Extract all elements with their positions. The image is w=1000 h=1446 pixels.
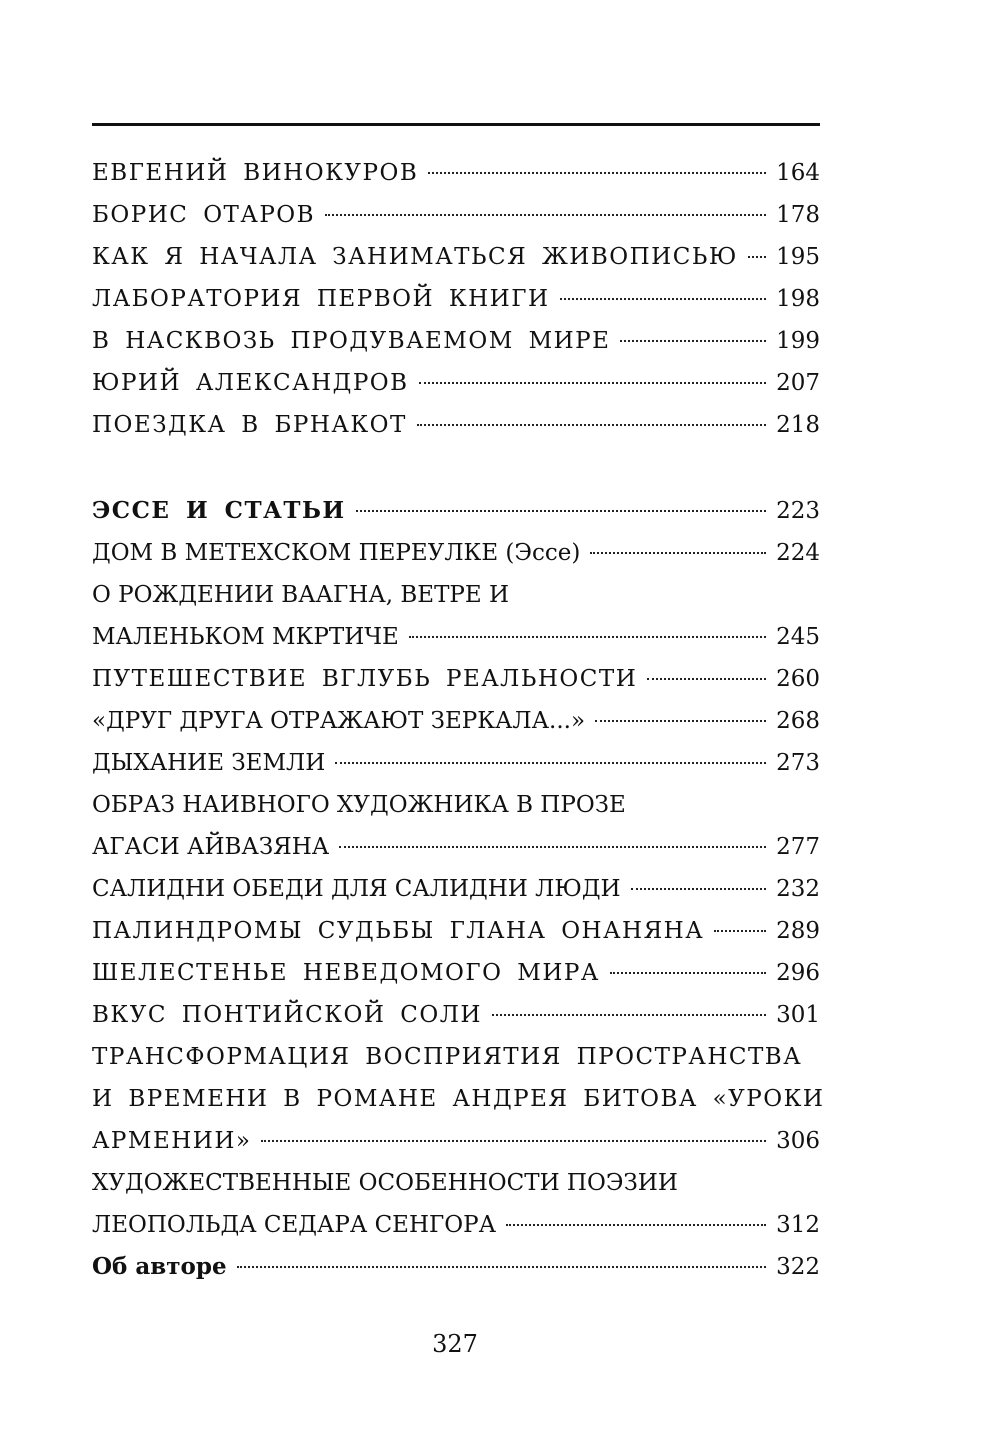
toc-entry[interactable]	[92, 952, 820, 994]
toc-entry-line[interactable]	[92, 574, 820, 616]
toc-entry-title: АГАСИ АЙВАЗЯНА	[92, 834, 330, 860]
toc-entry[interactable]	[92, 910, 820, 952]
toc-entry[interactable]	[92, 194, 820, 236]
toc-entry-page: 296	[776, 960, 820, 986]
dot-leader	[610, 972, 766, 974]
section-heading-title: ЭССЕ И СТАТЬИ	[92, 497, 346, 524]
toc-entry-title: ЛЕОПОЛЬДА СЕДАРА СЕНГОРА	[92, 1212, 497, 1238]
toc-entry[interactable]	[92, 152, 820, 194]
toc-entry-title: ЮРИЙ АЛЕКСАНДРОВ	[92, 370, 409, 396]
toc-entry-title: ШЕЛЕСТЕНЬЕ НЕВЕДОМОГО МИРА	[92, 960, 600, 986]
dot-leader	[417, 424, 766, 426]
toc-entry[interactable]	[92, 1120, 820, 1162]
dot-leader	[560, 298, 767, 300]
toc-entry-title: ВКУС ПОНТИЙСКОЙ СОЛИ	[92, 1002, 482, 1028]
toc-entry[interactable]	[92, 700, 820, 742]
toc-entry-title: ДОМ В МЕТЕХСКОМ ПЕРЕУЛКЕ (Эссе)	[92, 540, 581, 566]
dot-leader	[506, 1224, 766, 1226]
toc-entry[interactable]	[92, 362, 820, 404]
toc-entry-page: 289	[776, 918, 820, 944]
dot-leader	[325, 214, 766, 216]
dot-leader	[647, 678, 766, 680]
toc-entry-page: 312	[776, 1212, 820, 1238]
toc-entry-title: ЛАБОРАТОРИЯ ПЕРВОЙ КНИГИ	[92, 286, 550, 312]
toc-entry-title: ДЫХАНИЕ ЗЕМЛИ	[92, 750, 326, 776]
toc-entry-page: 277	[776, 834, 820, 860]
toc-entry-page: 273	[776, 750, 820, 776]
top-rule	[92, 123, 820, 126]
dot-leader	[237, 1266, 767, 1268]
toc-entry-page: 245	[776, 624, 820, 650]
toc-entry-title: МАЛЕНЬКОМ МКРТИЧЕ	[92, 624, 399, 650]
about-author-page: 322	[776, 1254, 820, 1280]
toc-entry-title: САЛИДНИ ОБЕДИ ДЛЯ САЛИДНИ ЛЮДИ	[92, 876, 621, 902]
dot-leader	[339, 846, 766, 848]
toc-entry-title: ПУТЕШЕСТВИЕ ВГЛУБЬ РЕАЛЬНОСТИ	[92, 666, 638, 692]
table-of-contents	[92, 152, 825, 1288]
toc-entry-page: 178	[776, 202, 820, 228]
toc-entry-title: ОБРАЗ НАИВНОГО ХУДОЖНИКА В ПРОЗЕ	[92, 792, 626, 818]
toc-entry-page: 232	[776, 876, 820, 902]
toc-entry[interactable]	[92, 404, 820, 446]
toc-entry-page: 207	[776, 370, 820, 396]
about-author-title: Об авторе	[92, 1253, 227, 1280]
dot-leader	[428, 172, 766, 174]
toc-entry-page: 164	[776, 160, 820, 186]
dot-leader	[714, 930, 766, 932]
dot-leader	[748, 256, 766, 258]
section-heading-page: 223	[776, 498, 820, 524]
dot-leader	[595, 720, 766, 722]
toc-about-author[interactable]	[92, 1246, 820, 1288]
toc-entry-title: БОРИС ОТАРОВ	[92, 202, 316, 228]
toc-entry-title: ЕВГЕНИЙ ВИНОКУРОВ	[92, 160, 419, 186]
dot-leader	[590, 552, 766, 554]
toc-entry-title: И ВРЕМЕНИ В РОМАНЕ АНДРЕЯ БИТОВА «УРОКИ	[92, 1086, 825, 1112]
toc-entry[interactable]	[92, 532, 820, 574]
toc-entry-page: 268	[776, 708, 820, 734]
toc-entry-page: 260	[776, 666, 820, 692]
toc-entry-page: 199	[776, 328, 820, 354]
toc-entry-title: ПАЛИНДРОМЫ СУДЬБЫ ГЛАНА ОНАНЯНА	[92, 918, 705, 944]
toc-entry[interactable]	[92, 868, 820, 910]
dot-leader	[261, 1140, 766, 1142]
toc-entry-line[interactable]	[92, 1036, 820, 1078]
toc-entry-title: АРМЕНИИ»	[92, 1128, 252, 1154]
toc-entry[interactable]	[92, 320, 820, 362]
dot-leader	[492, 1014, 766, 1016]
toc-entry-title: ТРАНСФОРМАЦИЯ ВОСПРИЯТИЯ ПРОСТРАНСТВА	[92, 1044, 803, 1070]
toc-entry-title: ХУДОЖЕСТВЕННЫЕ ОСОБЕННОСТИ ПОЭЗИИ	[92, 1170, 678, 1196]
toc-entry-line[interactable]	[92, 1078, 825, 1120]
dot-leader	[409, 636, 766, 638]
dot-leader	[631, 888, 767, 890]
dot-leader	[620, 340, 766, 342]
toc-entry-line[interactable]	[92, 1162, 820, 1204]
toc-entry-line[interactable]	[92, 784, 820, 826]
toc-entry-page: 198	[776, 286, 820, 312]
toc-entry-title: «ДРУГ ДРУГА ОТРАЖАЮТ ЗЕРКАЛА...»	[92, 708, 586, 734]
toc-entry-title: В НАСКВОЗЬ ПРОДУВАЕМОМ МИРЕ	[92, 328, 611, 354]
dot-leader	[356, 510, 766, 512]
toc-entry[interactable]	[92, 236, 820, 278]
dot-leader	[335, 762, 766, 764]
toc-entry[interactable]	[92, 278, 820, 320]
toc-entry-page: 306	[776, 1128, 820, 1154]
dot-leader	[419, 382, 767, 384]
toc-entry-title: О РОЖДЕНИИ ВААГНА, ВЕТРЕ И	[92, 582, 510, 608]
toc-entry[interactable]	[92, 658, 820, 700]
toc-entry[interactable]	[92, 742, 820, 784]
toc-entry[interactable]	[92, 1204, 820, 1246]
toc-entry-title: ПОЕЗДКА В БРНАКОТ	[92, 412, 407, 438]
toc-entry[interactable]	[92, 616, 820, 658]
toc-entry-page: 218	[776, 412, 820, 438]
toc-entry-title: КАК Я НАЧАЛА ЗАНИМАТЬСЯ ЖИВОПИСЬЮ	[92, 244, 738, 270]
toc-entry-page: 301	[776, 1002, 820, 1028]
toc-entry-page: 195	[776, 244, 820, 270]
toc-entry-page: 224	[776, 540, 820, 566]
toc-entry[interactable]	[92, 826, 820, 868]
toc-section-heading[interactable]	[92, 490, 820, 532]
page-number: 327	[432, 1330, 478, 1358]
toc-entry[interactable]	[92, 994, 820, 1036]
